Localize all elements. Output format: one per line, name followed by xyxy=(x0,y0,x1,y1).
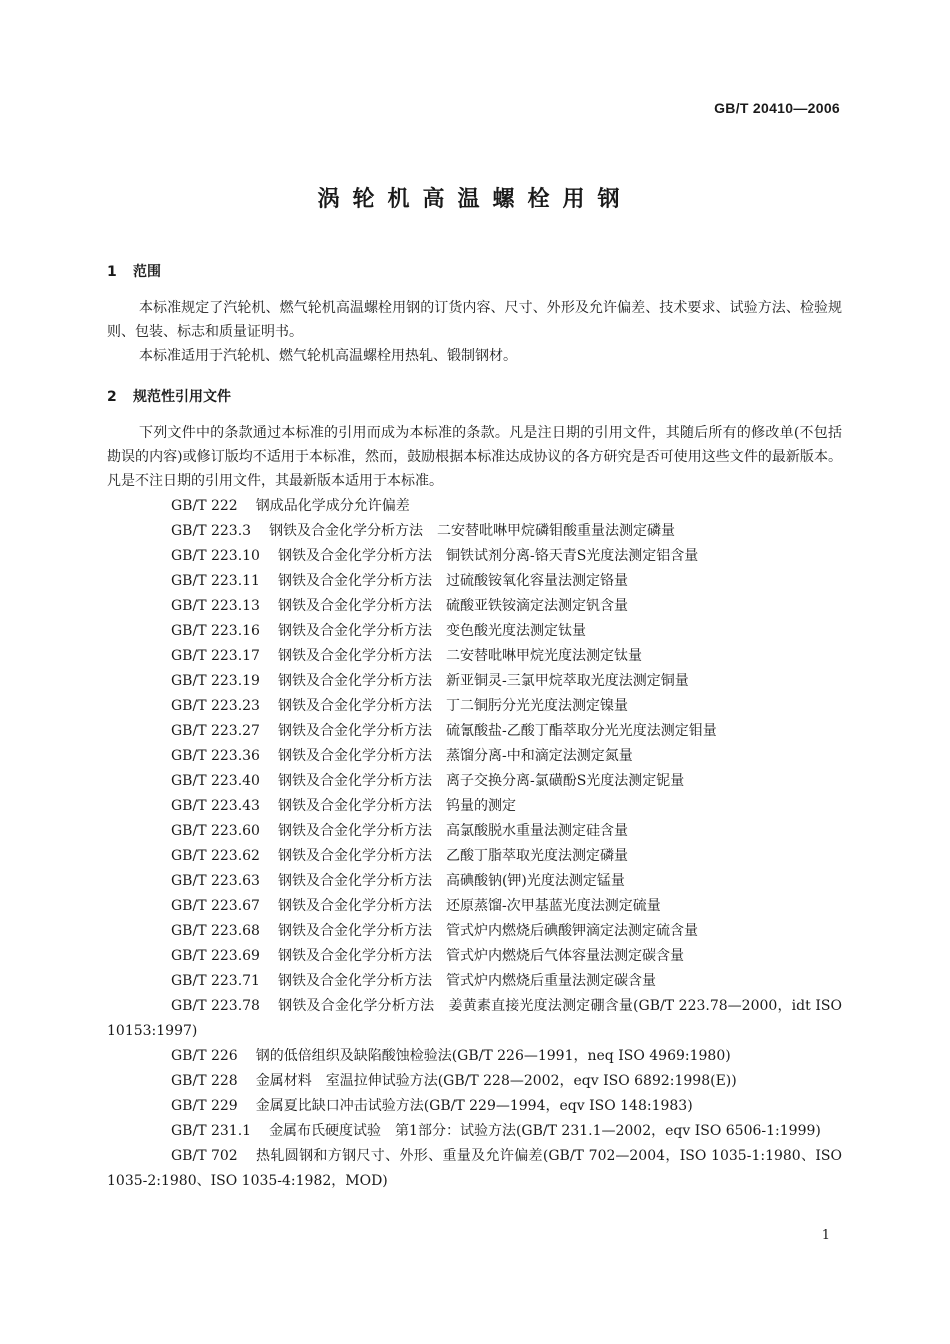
reference-title: 金属材料 室温拉伸试验方法(GB/T 228—2002，eqv ISO 6892:1998(E)) xyxy=(255,1073,737,1089)
reference-title: 钢铁及合金化学分析方法 蒸馏分离-中和滴定法测定氮量 xyxy=(277,748,633,764)
reference-item xyxy=(107,669,842,694)
reference-code: GB/T 229 xyxy=(171,1098,238,1114)
reference-item xyxy=(107,1044,842,1069)
reference-item xyxy=(107,869,842,894)
reference-code: GB/T 223.40 xyxy=(171,773,260,789)
reference-title: 钢铁及合金化学分析方法 管式炉内燃烧后碘酸钾滴定法测定硫含量 xyxy=(277,923,698,939)
reference-code: GB/T 223.23 xyxy=(171,698,260,714)
standard-code: GB/T 20410—2006 xyxy=(714,100,840,116)
reference-code: GB/T 223.62 xyxy=(171,848,260,864)
reference-title: 钢铁及合金化学分析方法 钨量的测定 xyxy=(277,798,516,814)
scope-paragraph-1: 本标准规定了汽轮机、燃气轮机高温螺栓用钢的订货内容、尺寸、外形及允许偏差、技术要求、试验方法、检验规则、包装、标志和质量证明书。 xyxy=(107,300,842,340)
section-2-heading xyxy=(107,386,231,406)
reference-item xyxy=(107,594,842,619)
reference-title: 钢铁及合金化学分析方法 还原蒸馏-次甲基蓝光度法测定硫量 xyxy=(277,898,661,914)
reference-code: GB/T 223.67 xyxy=(171,898,260,914)
reference-item xyxy=(107,969,842,994)
reference-item xyxy=(107,569,842,594)
reference-title: 钢铁及合金化学分析方法 高碘酸钠(钾)光度法测定锰量 xyxy=(277,873,625,889)
page-number: 1 xyxy=(821,1228,830,1243)
reference-item xyxy=(107,494,842,519)
reference-item xyxy=(107,1144,842,1194)
reference-code: GB/T 223.36 xyxy=(171,748,260,764)
reference-item xyxy=(107,1119,842,1144)
reference-title: 钢铁及合金化学分析方法 管式炉内燃烧后重量法测定碳含量 xyxy=(277,973,656,989)
reference-code: GB/T 223.16 xyxy=(171,623,260,639)
reference-code: GB/T 223.43 xyxy=(171,798,260,814)
reference-item xyxy=(107,894,842,919)
reference-code: GB/T 223.13 xyxy=(171,598,260,614)
reference-code: GB/T 223.60 xyxy=(171,823,260,839)
reference-title: 钢铁及合金化学分析方法 铜铁试剂分离-铬天青S光度法测定铝含量 xyxy=(277,548,699,564)
reference-item xyxy=(107,744,842,769)
reference-title: 钢铁及合金化学分析方法 乙酸丁脂萃取光度法测定磷量 xyxy=(277,848,628,864)
reference-item xyxy=(107,919,842,944)
reference-title: 钢铁及合金化学分析方法 离子交换分离-氯磺酚S光度法测定铌量 xyxy=(277,773,685,789)
reference-title: 钢铁及合金化学分析方法 二安替吡啉甲烷光度法测定钛量 xyxy=(277,648,642,664)
reference-item xyxy=(107,794,842,819)
section-title: 范围 xyxy=(133,264,161,280)
reference-code: GB/T 231.1 xyxy=(171,1123,252,1139)
reference-item xyxy=(107,519,842,544)
reference-item xyxy=(107,1094,842,1119)
reference-title: 钢成品化学成分允许偏差 xyxy=(255,498,410,514)
normative-intro-paragraph: 下列文件中的条款通过本标准的引用而成为本标准的条款。凡是注日期的引用文件，其随后所有的修改单(不包括勘误的内容)或修订版均不适用于本标准，然而，鼓励根据本标准达成协议的各方研究是否可使用这些文件的最新版本。凡是不注日期的引用文件，其最新版本适用于本标准。 xyxy=(107,425,842,489)
reference-code: GB/T 223.11 xyxy=(171,573,260,589)
reference-code: GB/T 223.17 xyxy=(171,648,260,664)
reference-item xyxy=(107,719,842,744)
reference-title: 钢铁及合金化学分析方法 高氯酸脱水重量法测定硅含量 xyxy=(277,823,628,839)
reference-code: GB/T 223.10 xyxy=(171,548,260,564)
section-number: 2 xyxy=(107,389,117,405)
reference-code: GB/T 223.27 xyxy=(171,723,260,739)
reference-title: 钢铁及合金化学分析方法 管式炉内燃烧后气体容量法测定碳含量 xyxy=(277,948,684,964)
section-1-heading xyxy=(107,261,161,281)
document-title: 涡轮机高温螺栓用钢 xyxy=(317,187,633,212)
reference-title: 金属夏比缺口冲击试验方法(GB/T 229—1994，eqv ISO 148:1983) xyxy=(255,1098,693,1114)
reference-code: GB/T 223.19 xyxy=(171,673,260,689)
reference-item xyxy=(107,619,842,644)
reference-item xyxy=(107,944,842,969)
reference-code: GB/T 702 xyxy=(171,1148,238,1164)
reference-title: 钢铁及合金化学分析方法 变色酸光度法测定钛量 xyxy=(277,623,586,639)
reference-title: 钢铁及合金化学分析方法 硫酸亚铁铵滴定法测定钒含量 xyxy=(277,598,628,614)
reference-title: 钢铁及合金化学分析方法 新亚铜灵-三氯甲烷萃取光度法测定铜量 xyxy=(277,673,689,689)
reference-code: GB/T 223.71 xyxy=(171,973,260,989)
reference-item xyxy=(107,694,842,719)
reference-item xyxy=(107,844,842,869)
reference-title: 钢铁及合金化学分析方法 硫氰酸盐-乙酸丁酯萃取分光光度法测定钼量 xyxy=(277,723,717,739)
reference-item xyxy=(107,1069,842,1094)
section-title: 规范性引用文件 xyxy=(133,389,231,405)
reference-code: GB/T 223.3 xyxy=(171,523,252,539)
reference-code: GB/T 226 xyxy=(171,1048,238,1064)
reference-title: 钢铁及合金化学分析方法 丁二铜肟分光光度法测定镍量 xyxy=(277,698,628,714)
reference-code: GB/T 223.68 xyxy=(171,923,260,939)
reference-title: 金属布氏硬度试验 第1部分：试验方法(GB/T 231.1—2002，eqv ISO 6506-1:1999) xyxy=(269,1123,821,1139)
reference-item xyxy=(107,819,842,844)
reference-code: GB/T 223.69 xyxy=(171,948,260,964)
reference-title: 钢铁及合金化学分析方法 二安替吡啉甲烷磷钼酸重量法测定磷量 xyxy=(269,523,676,539)
reference-title: 钢铁及合金化学分析方法 姜黄素直接光度法测定硼含量(GB/T 223.78—2000，idt ISO 10153:1997) xyxy=(107,998,842,1039)
scope-paragraph-2: 本标准适用于汽轮机、燃气轮机高温螺栓用热轧、锻制钢材。 xyxy=(139,348,517,364)
reference-list xyxy=(107,494,842,1194)
reference-item xyxy=(107,544,842,569)
reference-code: GB/T 223.78 xyxy=(171,998,260,1014)
reference-title: 钢的低倍组织及缺陷酸蚀检验法(GB/T 226—1991，neq ISO 4969:1980) xyxy=(255,1048,731,1064)
reference-title: 热轧圆钢和方钢尺寸、外形、重量及允许偏差(GB/T 702—2004，ISO 1035-1:1980、ISO 1035-2:1980、ISO 1035-4:1982，MOD) xyxy=(107,1148,842,1189)
reference-code: GB/T 228 xyxy=(171,1073,238,1089)
reference-item xyxy=(107,994,842,1044)
reference-code: GB/T 223.63 xyxy=(171,873,260,889)
reference-code: GB/T 222 xyxy=(171,498,238,514)
reference-item xyxy=(107,644,842,669)
reference-title: 钢铁及合金化学分析方法 过硫酸铵氧化容量法测定铬量 xyxy=(277,573,628,589)
reference-item xyxy=(107,769,842,794)
section-number: 1 xyxy=(107,264,117,280)
